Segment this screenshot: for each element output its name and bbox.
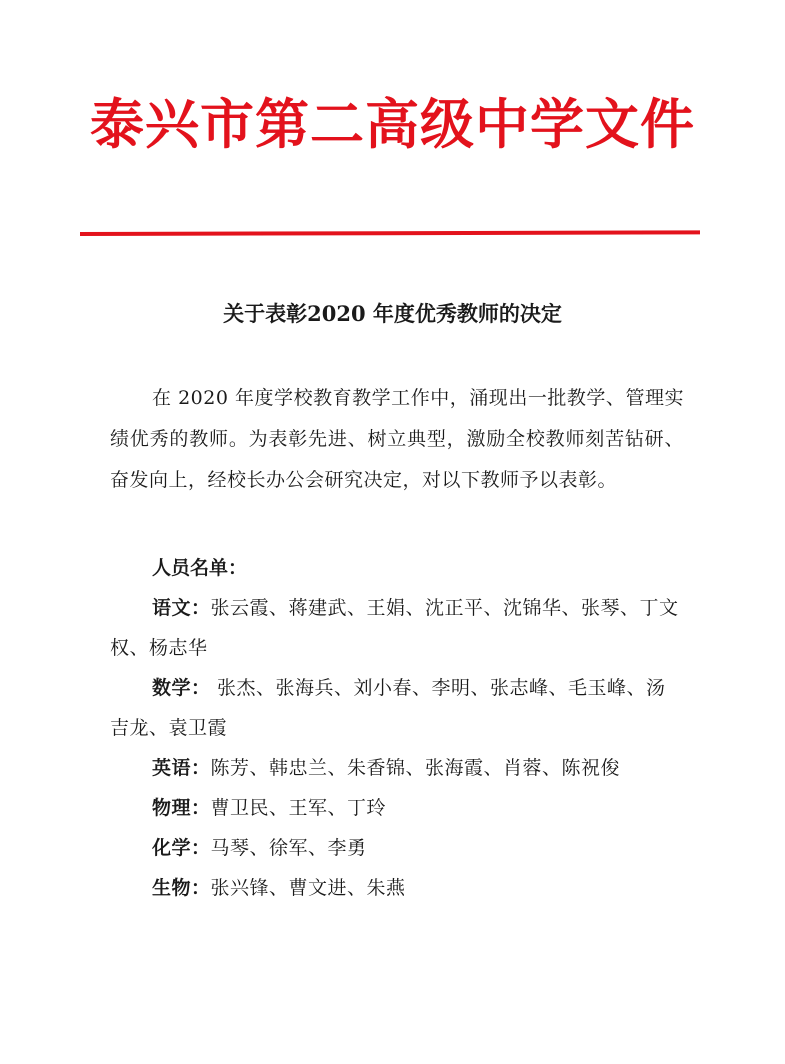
- subject-names: 张兴锋、曹文进、朱燕: [210, 877, 406, 899]
- subject-label: 物理：: [152, 797, 211, 819]
- red-divider-line: [80, 230, 700, 236]
- subject-math: [110, 668, 684, 748]
- subject-names: 陈芳、韩忠兰、朱香锦、张海霞、肖蓉、陈祝俊: [210, 757, 621, 779]
- subject-names: 张杰、张海兵、刘小春、李明、张志峰、毛玉峰、汤吉龙、袁卫霞: [110, 677, 666, 739]
- subject-names: 曹卫民、王军、丁玲: [210, 797, 387, 819]
- document-header-title: 泰兴市第二高级中学文件: [90, 92, 695, 156]
- list-heading: 人员名单：: [152, 557, 248, 579]
- subject-label: 化学：: [152, 837, 211, 859]
- subject-label: 英语：: [152, 757, 211, 779]
- subject-label: 生物：: [152, 877, 211, 899]
- subject-label: 数学：: [152, 677, 211, 699]
- subject-chinese: [110, 588, 684, 668]
- subject-names: 张云霞、蒋建武、王娟、沈正平、沈锦华、张琴、丁文权、杨志华: [110, 597, 679, 659]
- subject-names: 马琴、徐军、李勇: [210, 837, 367, 859]
- document-title: 关于表彰2020 年度优秀教师的决定: [223, 301, 562, 326]
- subject-label: 语文：: [152, 597, 211, 619]
- subject-physics: [110, 788, 684, 828]
- subject-english: [110, 748, 684, 788]
- subject-chemistry: [110, 828, 684, 868]
- subject-biology: [110, 868, 684, 908]
- document-body-paragraph: 在 2020 年度学校教育教学工作中，涌现出一批教学、管理实绩优秀的教师。为表彰先进、树立典型，激励全校教师刻苦钻研、奋发向上，经校长办公会研究决定，对以下教师予以表彰。: [110, 387, 684, 491]
